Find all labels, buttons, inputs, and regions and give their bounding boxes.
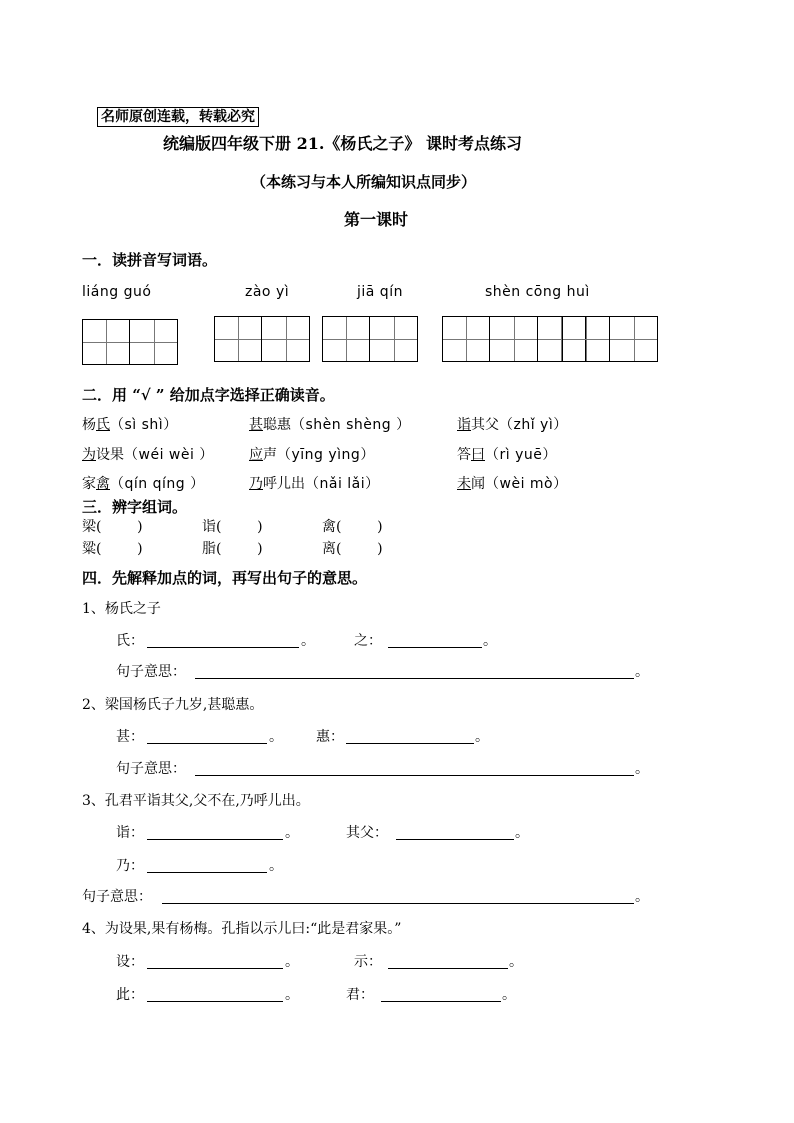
period: 。 <box>269 729 283 745</box>
reading-item[interactable]: 为设果（wéi wèi ） <box>82 447 214 463</box>
term-label: 惠： <box>316 729 344 745</box>
writing-grid-1[interactable] <box>82 319 178 365</box>
pinyin-1: liáng guó <box>82 284 152 300</box>
sentence-meaning-label: 句子意思： <box>116 761 186 777</box>
answer-line[interactable] <box>195 775 634 776</box>
word-group-item[interactable]: 离( ) <box>322 541 383 557</box>
period: 。 <box>269 858 283 874</box>
term-label: 示： <box>354 954 382 970</box>
period: 。 <box>502 987 516 1003</box>
answer-line[interactable] <box>162 903 634 904</box>
term-label: 甚： <box>116 729 144 745</box>
sentence-meaning-label: 句子意思： <box>82 889 152 905</box>
period: 。 <box>515 825 529 841</box>
period: 。 <box>509 954 523 970</box>
writing-grid-3[interactable] <box>322 316 418 362</box>
pinyin-2: zào yì <box>245 284 290 300</box>
answer-line[interactable] <box>147 968 283 969</box>
answer-line[interactable] <box>388 647 482 648</box>
term-label: 君： <box>346 987 374 1003</box>
period: 。 <box>285 987 299 1003</box>
section1-heading: 一．读拼音写词语。 <box>82 251 218 269</box>
term-label: 其父： <box>346 825 388 841</box>
answer-line[interactable] <box>147 647 299 648</box>
period: 。 <box>475 729 489 745</box>
section3-heading: 三．辨字组词。 <box>82 498 188 516</box>
pinyin-3: jiā qín <box>357 284 403 300</box>
lesson-label: 第一课时 <box>344 210 409 229</box>
period: 。 <box>301 633 315 649</box>
writing-grid-2[interactable] <box>214 316 310 362</box>
question-sentence: 1、杨氏之子 <box>82 601 161 617</box>
copyright-stamp: 名师原创连载，转载必究 <box>97 107 259 127</box>
period: 。 <box>635 761 649 777</box>
word-group-item[interactable]: 脂( ) <box>202 541 263 557</box>
reading-item[interactable]: 杨氏（sì shì） <box>82 417 178 433</box>
page-subtitle: （本练习与本人所编知识点同步） <box>251 173 477 191</box>
reading-item[interactable]: 未闻（wèi mò） <box>457 476 568 492</box>
answer-line[interactable] <box>147 839 283 840</box>
answer-line[interactable] <box>195 678 634 679</box>
word-group-item[interactable]: 粱( ) <box>82 541 143 557</box>
pinyin-4: shèn cōng huì <box>485 284 590 300</box>
question-sentence: 2、梁国杨氏子九岁,甚聪惠。 <box>82 697 264 713</box>
question-sentence: 4、为设果,果有杨梅。孔指以示儿曰:“此是君家果。” <box>82 921 402 937</box>
period: 。 <box>285 954 299 970</box>
answer-line[interactable] <box>346 743 474 744</box>
section4-heading: 四．先解释加点的词，再写出句子的意思。 <box>82 569 368 587</box>
writing-grid-5[interactable] <box>562 316 658 362</box>
reading-item[interactable]: 答曰（rì yuē） <box>457 447 557 463</box>
word-group-item[interactable]: 诣( ) <box>202 519 263 535</box>
term-label: 此： <box>116 987 144 1003</box>
term-label: 设： <box>116 954 144 970</box>
question-sentence: 3、孔君平诣其父,父不在,乃呼儿出。 <box>82 793 310 809</box>
period: 。 <box>483 633 497 649</box>
answer-line[interactable] <box>388 968 508 969</box>
period: 。 <box>635 664 649 680</box>
term-label: 诣： <box>116 825 144 841</box>
reading-item[interactable]: 甚聪惠（shèn shèng ） <box>249 417 411 433</box>
answer-line[interactable] <box>381 1001 501 1002</box>
period: 。 <box>635 889 649 905</box>
answer-line[interactable] <box>147 743 267 744</box>
word-group-item[interactable]: 禽( ) <box>322 519 383 535</box>
answer-line[interactable] <box>147 1001 283 1002</box>
reading-item[interactable]: 家禽（qín qíng ） <box>82 476 205 492</box>
reading-item[interactable]: 诣其父（zhǐ yì） <box>457 417 568 433</box>
term-label: 之： <box>354 633 382 649</box>
term-label: 乃： <box>116 858 144 874</box>
section2-heading: 二．用 “√ ” 给加点字选择正确读音。 <box>82 386 335 404</box>
reading-item[interactable]: 应声（yīng yìng） <box>249 447 375 463</box>
period: 。 <box>285 825 299 841</box>
word-group-item[interactable]: 梁( ) <box>82 519 143 535</box>
reading-item[interactable]: 乃呼儿出（nǎi lǎi） <box>249 476 380 492</box>
answer-line[interactable] <box>396 839 514 840</box>
answer-line[interactable] <box>147 872 267 873</box>
page-title: 统编版四年级下册 21.《杨氏之子》 课时考点练习 <box>163 134 522 153</box>
term-label: 氏： <box>116 633 144 649</box>
sentence-meaning-label: 句子意思： <box>116 664 186 680</box>
